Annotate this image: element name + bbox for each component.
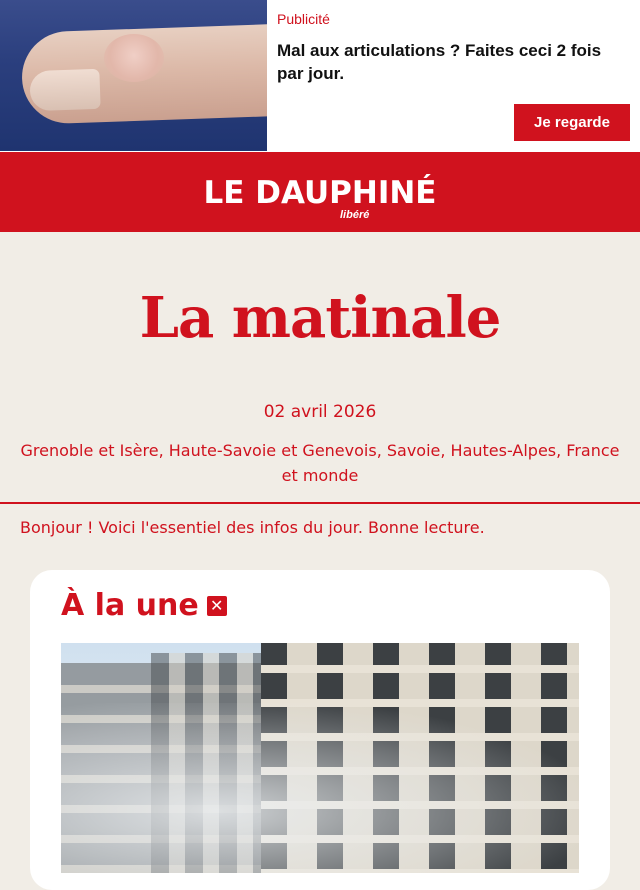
page-title: La matinale [139, 285, 501, 351]
issue-date: 02 avril 2026 [263, 402, 377, 422]
lead-article-photo[interactable] [61, 643, 579, 873]
divider [0, 502, 640, 504]
logo-sub-text: libéré [340, 209, 370, 221]
brand-bar [0, 152, 640, 232]
joint-bump-shape [104, 34, 164, 82]
nail-shape [29, 69, 100, 111]
broken-image-icon: ✕ [207, 596, 227, 616]
newsletter-header [0, 286, 640, 488]
ad-headline[interactable]: Mal aux articulations ? Faites ceci 2 fois par jour. [277, 41, 602, 83]
regions-list: Grenoble et Isère, Haute-Savoie et Genevois, Savoie, Hautes-Alpes, France et monde [20, 441, 620, 485]
greeting-text: Bonjour ! Voici l'essentiel des infos du jour. Bonne lecture. [20, 518, 485, 537]
ad-image[interactable] [0, 0, 267, 151]
logo[interactable] [190, 167, 450, 221]
ad-cta-button[interactable]: Je regarde [514, 104, 630, 141]
ad-banner[interactable] [0, 0, 640, 152]
ad-label: Publicité [277, 11, 330, 27]
photo-smoke [61, 703, 579, 873]
section-title-text: À la une [61, 588, 199, 623]
logo-main-text: LE DAUPHINÉ [203, 175, 437, 211]
section-title [61, 588, 227, 623]
headline-card [30, 570, 610, 890]
